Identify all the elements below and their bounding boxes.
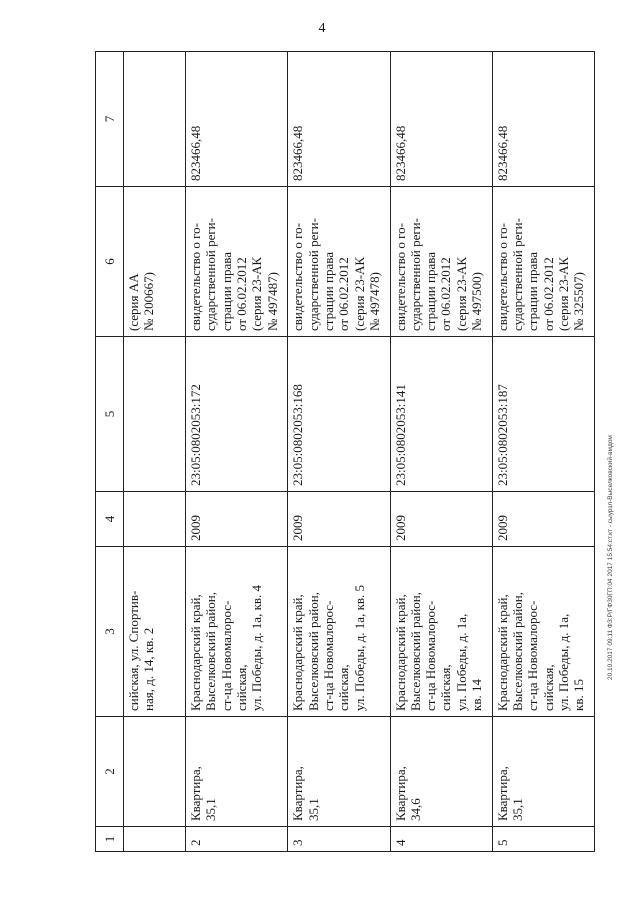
table-row [186,52,288,852]
object-cell: Квартира, 34,6 [390,717,492,827]
document-cell: свидетельство о го- сударственной реги- страции права от 06.02.2012 (серия 23-АК № 497478) [288,187,390,337]
table-row [124,52,186,852]
side-note: 20.10.2017 09:11 ФЗ:Р/ГФ30ГП:04 2017 15:54:ст.кт - сыурзл-Выселковский-вмдом [607,435,614,680]
value-cell: 823466,48 [288,52,390,187]
cadastral-number-cell: 23:05:0802053:141 [390,337,492,492]
object-cell [124,717,186,827]
cadastral-number-cell: 23:05:0802053:168 [288,337,390,492]
year-cell [124,492,186,547]
property-table [95,51,595,852]
value-cell: 823466,48 [390,52,492,187]
document-cell: (серия АА № 200667) [124,187,186,337]
document-cell: свидетельство о го- сударственной реги- страции права от 06.02.2012 (серия 23-АК № 325507) [492,187,594,337]
column-number-7: 7 [96,52,124,187]
year-cell: 2009 [492,492,594,547]
year-cell: 2009 [390,492,492,547]
cadastral-number-cell: 23:05:0802053:172 [186,337,288,492]
value-cell: 823466,48 [186,52,288,187]
cadastral-number-cell [124,337,186,492]
year-cell: 2009 [288,492,390,547]
address-cell: сийская, ул. Спортив- ная, д. 14, кв. 2 [124,547,186,717]
document-table-rotated [95,52,595,852]
object-cell: Квартира, 35,1 [492,717,594,827]
row-number-cell: 5 [492,827,594,852]
address-cell: Краснодарский край, Выселковский район, ст-ца Новомалорос- сийская, ул. Победы, д. 1а, кв. 14 [390,547,492,717]
row-number-cell [124,827,186,852]
row-number-cell: 4 [390,827,492,852]
page-number: 4 [318,21,326,36]
object-cell: Квартира, 35,1 [186,717,288,827]
column-number-3: 3 [96,547,124,717]
address-cell: Краснодарский край, Выселковский район, ст-ца Новомалорос- сийская, ул. Победы, д. 1а, кв. 4 [186,547,288,717]
table-row [288,52,390,852]
value-cell: 823466,48 [492,52,594,187]
cadastral-number-cell: 23:05:0802053:187 [492,337,594,492]
column-number-4: 4 [96,492,124,547]
document-cell: свидетельство о го- сударственной реги- страции права от 06.02.2012 (серия 23-АК № 497487) [186,187,288,337]
column-number-2: 2 [96,717,124,827]
address-cell: Краснодарский край, Выселковский район, ст-ца Новомалорос- сийская, ул. Победы, д. 1а, кв. 5 [288,547,390,717]
column-number-6: 6 [96,187,124,337]
table-row [492,52,594,852]
object-cell: Квартира, 35,1 [288,717,390,827]
table-row [390,52,492,852]
row-number-cell: 3 [288,827,390,852]
document-cell: свидетельство о го- сударственной реги- страции права от 06.02.2012 (серия 23-АК № 497500) [390,187,492,337]
column-number-5: 5 [96,337,124,492]
value-cell [124,52,186,187]
header-row [96,52,124,852]
row-number-cell: 2 [186,827,288,852]
address-cell: Краснодарский край, Выселковский район, ст-ца Новомалорос- сийская, ул. Победы, д. 1а, кв. 15 [492,547,594,717]
year-cell: 2009 [186,492,288,547]
column-number-1: 1 [96,827,124,852]
table-body [96,52,595,852]
